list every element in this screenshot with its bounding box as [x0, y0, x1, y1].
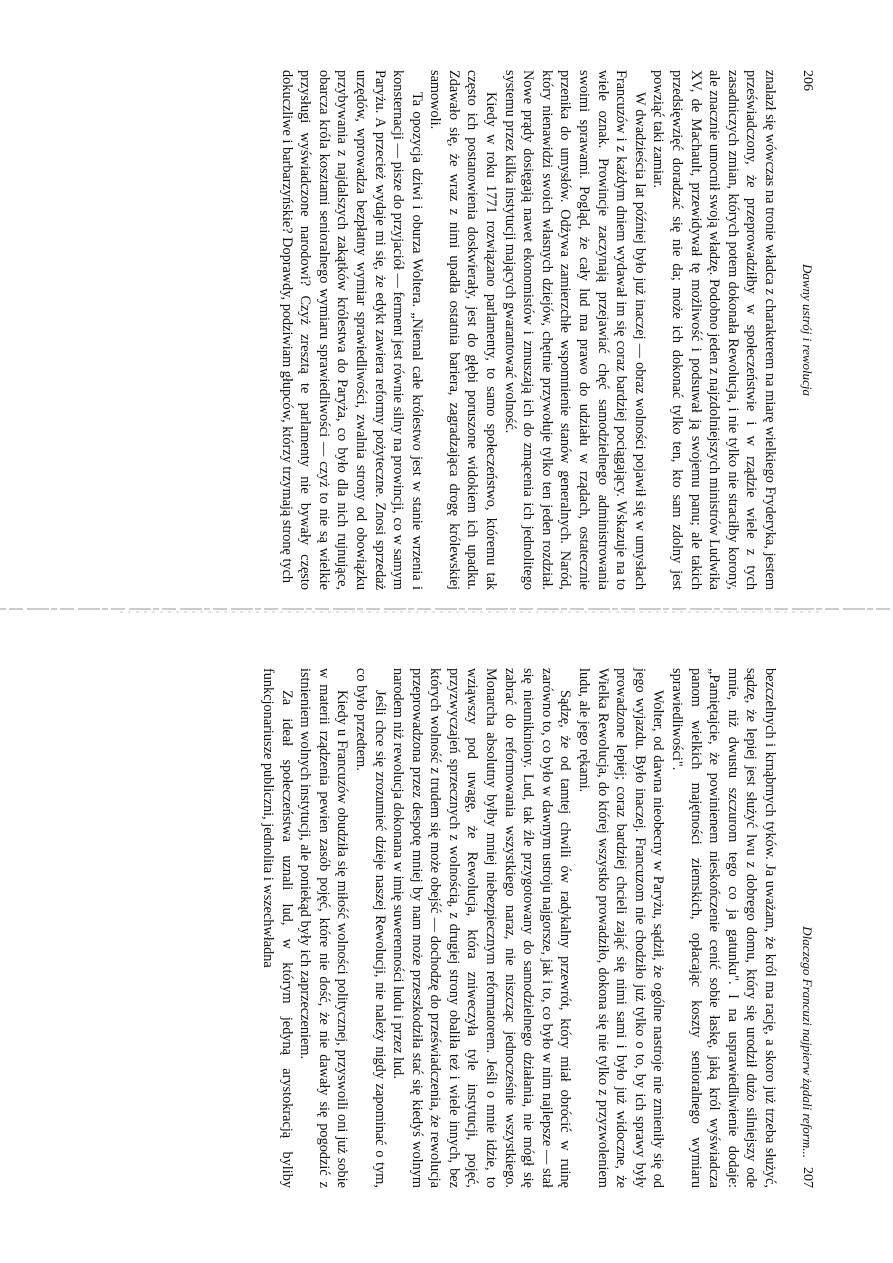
paragraph: Za ideał społeczeństwa uznali lud, w którym jedyną arystokracją byliby funkcjonariusze publiczni, jednolita i wszechwładna: [259, 668, 295, 1188]
left-page-header: [793, 70, 815, 590]
paragraph: Kiedy w roku 1771 rozwiązano parlamenty, to samo społeczeństwo, któremu tak często ich postanowienia doskwierały, jest do głębi poruszone widokiem ich upadku. Zdawało się, że wraz z nimi upadła ostatnia bariera, zagradzająca drogę królewskiej samowoli.: [427, 70, 500, 590]
left-page-body: [277, 70, 779, 590]
paragraph: Ta opozycja dziwi i oburza Woltera. „Niemal całe królestwo jest w stanie wrzenia i konsternacji — pisze do przyjaciół — ferment jest równie silny na prowincji, co w samym Paryżu. A przecież wydaje mi się, że edykt zawiera reformy pożyteczne. Znosi sprzedaż urzędów, wprowadza bezpłatny wymiar sprawiedliwości, zwalnia strony od obowiązku przybywania z najdalszych zakątków królestwa do Paryża, co było dla nich rujnujące, obarcza króla kosztami senioralnego wymiaru sprawiedliwości — czyż to nie są wielkie przysługi wyświadczone narodowi? Czyż zresztą te parlamenty nie bywały często dokuczliwe i barbarzyńskie? Doprawdy, podziwiam głupców, którzy trzymają stronę tych: [278, 70, 425, 590]
right-page-body: [258, 668, 779, 1188]
paragraph: Sądzę, że od tamtej chwili ów radykalny przewrót, który miał obrócić w ruinę zarówno to, co było w dawnym ustroju najgorsze, jak i to, co było w nim najlepsze — stał się nieunikniony. Lud, tak źle przygotowany do samodzielnego działania, nie mógł się zabrać do reformowania wszystkiego naraz, nie niszcząc jednocześnie wszystkiego. Monarcha absolutny byłby mniej niebezpiecznym reformatorem. Jeśli o mnie idzie, to wziąwszy pod uwagę, że Rewolucja, która zniweczyła tyle instytucji, pojęć, przyzwyczajeń sprzecznych z wolnością, z drugiej strony obaliła też i wiele innych, bez których wolność z trudem się może obejść — dochodzę do przeświadczenia, że rewolucja przeprowadzona przez despotę mniej by nam może przeszkodziła stać się kiedyś wolnym narodem niż rewolucja dokonana w imię suwerenności ludu i przez lud.: [390, 668, 574, 1188]
running-title: Dlaczego Francuzi najpierw żądali reform...: [800, 926, 815, 1158]
paragraph: Jeśli chce się zrozumieć dzieje naszej Rewolucji, nie należy nigdy zapominać o tym, co było przedtem.: [352, 668, 388, 1188]
right-page: [0, 668, 893, 1188]
page-number: 206: [800, 70, 815, 91]
paragraph: Wolter, od dawna nieobecny w Paryżu, sądził, że ogólne nastroje nie zmieniły się od jego wyjazdu. Było inaczej. Francuzom nie chodziło już tylko o to, by ich sprawy były prowadzone lepiej; coraz bardziej chcieli zająć się nimi sami i było już widoczne, że Wielka Rewolucja, do której wszystko prowadziło, dokona się nie tylko z przyzwoleniem ludu, ale jego rękami.: [576, 668, 667, 1188]
paragraph: W dwadzieścia lat później było już inaczej — obraz wolności pojawił się w umysłach Francuzów i z każdym dniem wydawał im się coraz bardziej pociągający. Wskazuje na to wiele oznak. Prowincje zaczynają przejawiać chęć samodzielnego administrowania swoimi sprawami. Pogląd, że cały lud ma prawo do udziału w rządach, ostatecznie przenika do umysłów. Odżywa zamierzchłe wspomnienie stanów generalnych. Naród, który nienawidzi swoich własnych dziejów, chętnie przywołuje tylko ten jeden rozdział. Nowe prądy dosięgają nawet ekonomistów i zmuszają ich do zmącenia ich jednolitego systemu przez kilka instytucji mających gwarantować wolność.: [501, 70, 648, 590]
paragraph: Kiedy u Francuzów obudziła się miłość wolności politycznej, przyswoili oni już sobie w materii rządzenia pewien zasób pojęć, które nie dość, że nie dawały się pogodzić z istnieniem wolnych instytucji, ale poniekąd były ich zaprzeczeniem.: [297, 668, 351, 1188]
page-number: 207: [800, 1167, 815, 1188]
left-page: [0, 70, 893, 590]
gutter-crease: [0, 600, 893, 620]
paragraph: znalazł się wówczas na tronie władca z charakterem na miarę wielkiego Fryderyka, jestem przeświadczony, że przeprowadziłby w społeczeństwie i w rządzie wiele z tych zasadniczych zmian, których potem dokonała Rewolucja, i nie tylko nie straciłby korony, ale znacznie umocnił swoją władzę. Podobno jeden z najzdolniejszych ministrów Ludwika XV, de Machault, przewidywał tę możliwość i podsuwał ją swojemu panu; ale takich przedsięwzięć doradzać się nie da; może ich dokonać tylko ten, kto sam zdolny jest powziąć taki zamiar.: [650, 70, 778, 590]
right-page-header: [793, 668, 815, 1188]
paragraph: bezczelnych i krnąbrnych tyków. Ja uważam, że król ma rację, a skoro już trzeba służyć, sądzę, że lepiej jest służyć lwu z dobrego domu, który się urodził dużo silniejszy ode mnie, niż dwustu szczurom tego co ja gatunku". I na usprawiedliwienie dodaje: „Pamiętajcie, że powinienem nieskończenie cenić sobie łaskę, jaką król wyświadcza panom wielkich majętności ziemskich, opłacając koszty senioralnego wymiaru sprawiedliwości".: [669, 668, 778, 1188]
running-title: Dawny ustrój i rewolucja: [800, 263, 815, 397]
